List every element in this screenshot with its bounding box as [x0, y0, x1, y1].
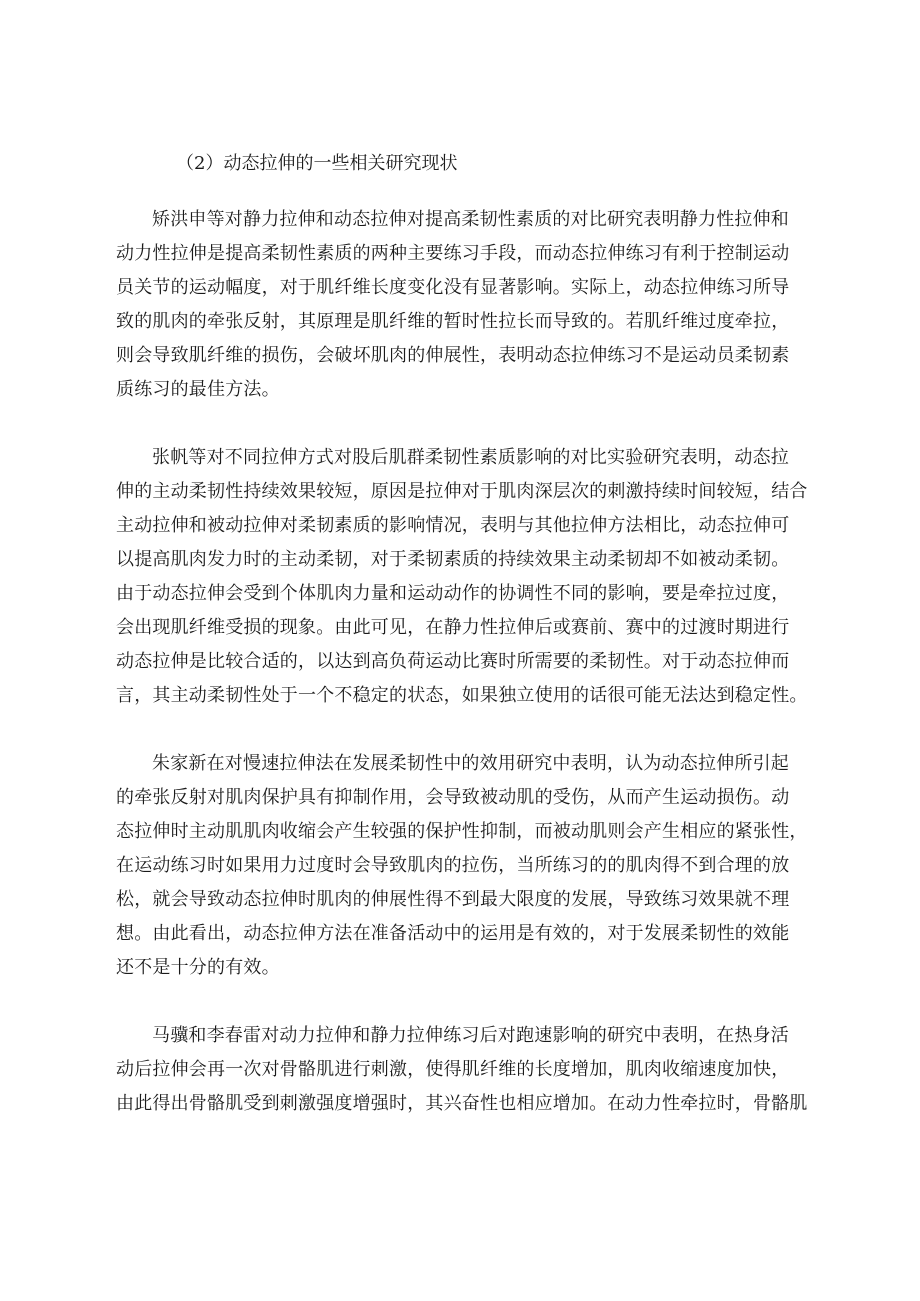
paragraph-line: 的牵张反射对肌肉保护具有抑制作用，会导致被动肌的受伤，从而产生运动损伤。动: [116, 787, 790, 808]
paragraph-line: 在运动练习时如果用力过度时会导致肌肉的拉伤，当所练习的的肌肉得不到合理的放: [116, 855, 790, 876]
paragraph-line: 质练习的最佳方法。: [116, 379, 280, 400]
paragraph-ma-ji: [116, 1019, 828, 1121]
paragraph-line: 由此得出骨骼肌受到刺激强度增强时，其兴奋性也相应增加。在动力性牵拉时，骨骼肌: [116, 1093, 808, 1114]
paragraph-line: 伸的主动柔韧性持续效果较短，原因是拉伸对于肌肉深层次的刺激持续时间较短，结合: [116, 481, 808, 502]
paragraph-zhu-jiaxin: [116, 747, 828, 985]
paragraph-line: 主动拉伸和被动拉伸对柔韧素质的影响情况，表明与其他拉伸方法相比，动态拉伸可: [116, 515, 790, 536]
paragraph-line: 还不是十分的有效。: [116, 957, 280, 978]
paragraph-line: 会出现肌纤维受损的现象。由此可见，在静力性拉伸后或赛前、赛中的过渡时期进行: [116, 617, 790, 638]
paragraph-line: 朱家新在对慢速拉伸法在发展柔韧性中的效用研究中表明，认为动态拉伸所引起: [152, 753, 789, 774]
paragraph-line: 员关节的运动幅度，对于肌纤维长度变化没有显著影响。实际上，动态拉伸练习所导: [116, 277, 790, 298]
paragraph-line: 想。由此看出，动态拉伸方法在准备活动中的运用是有效的，对于发展柔韧性的效能: [116, 923, 790, 944]
paragraph-line: 张帆等对不同拉伸方式对股后肌群柔韧性素质影响的对比实验研究表明，动态拉: [152, 447, 789, 468]
paragraph-line: 动态拉伸是比较合适的，以达到高负荷运动比赛时所需要的柔韧性。对于动态拉伸而: [116, 651, 790, 672]
paragraph-line: 动力性拉伸是提高柔韧性素质的两种主要练习手段，而动态拉伸练习有利于控制运动: [116, 243, 790, 264]
paragraph-line: 动后拉伸会再一次对骨骼肌进行刺激，使得肌纤维的长度增加，肌肉收缩速度加快，: [116, 1059, 790, 1080]
paragraph-line: 松，就会导致动态拉伸时肌肉的伸展性得不到最大限度的发展，导致练习效果就不理: [116, 889, 790, 910]
paragraph-line: 致的肌肉的牵张反射，其原理是肌纤维的暂时性拉长而导致的。若肌纤维过度牵拉，: [116, 311, 790, 332]
section-heading: （2）动态拉伸的一些相关研究现状: [176, 153, 458, 174]
paragraph-line: 由于动态拉伸会受到个体肌肉力量和运动动作的协调性不同的影响，要是牵拉过度，: [116, 583, 790, 604]
paragraph-line: 马骥和李春雷对动力拉伸和静力拉伸练习后对跑速影响的研究中表明，在热身活: [152, 1025, 789, 1046]
paragraph-line: 态拉伸时主动肌肌肉收缩会产生较强的保护性抑制，而被动肌则会产生相应的紧张性，: [116, 821, 808, 842]
paragraph-line: 言，其主动柔韧性处于一个不稳定的状态，如果独立使用的话很可能无法达到稳定性。: [116, 685, 808, 706]
paragraph-line: 矫洪申等对静力拉伸和动态拉伸对提高柔韧性素质的对比研究表明静力性拉伸和: [152, 209, 789, 230]
paragraph-line: 则会导致肌纤维的损伤，会破坏肌肉的伸展性，表明动态拉伸练习不是运动员柔韧素: [116, 345, 790, 366]
paragraph-line: 以提高肌肉发力时的主动柔韧，对于柔韧素质的持续效果主动柔韧却不如被动柔韧。: [116, 549, 790, 570]
paragraph-jiao-hongshen: [116, 203, 828, 407]
paragraph-zhang-fan: [116, 441, 828, 713]
